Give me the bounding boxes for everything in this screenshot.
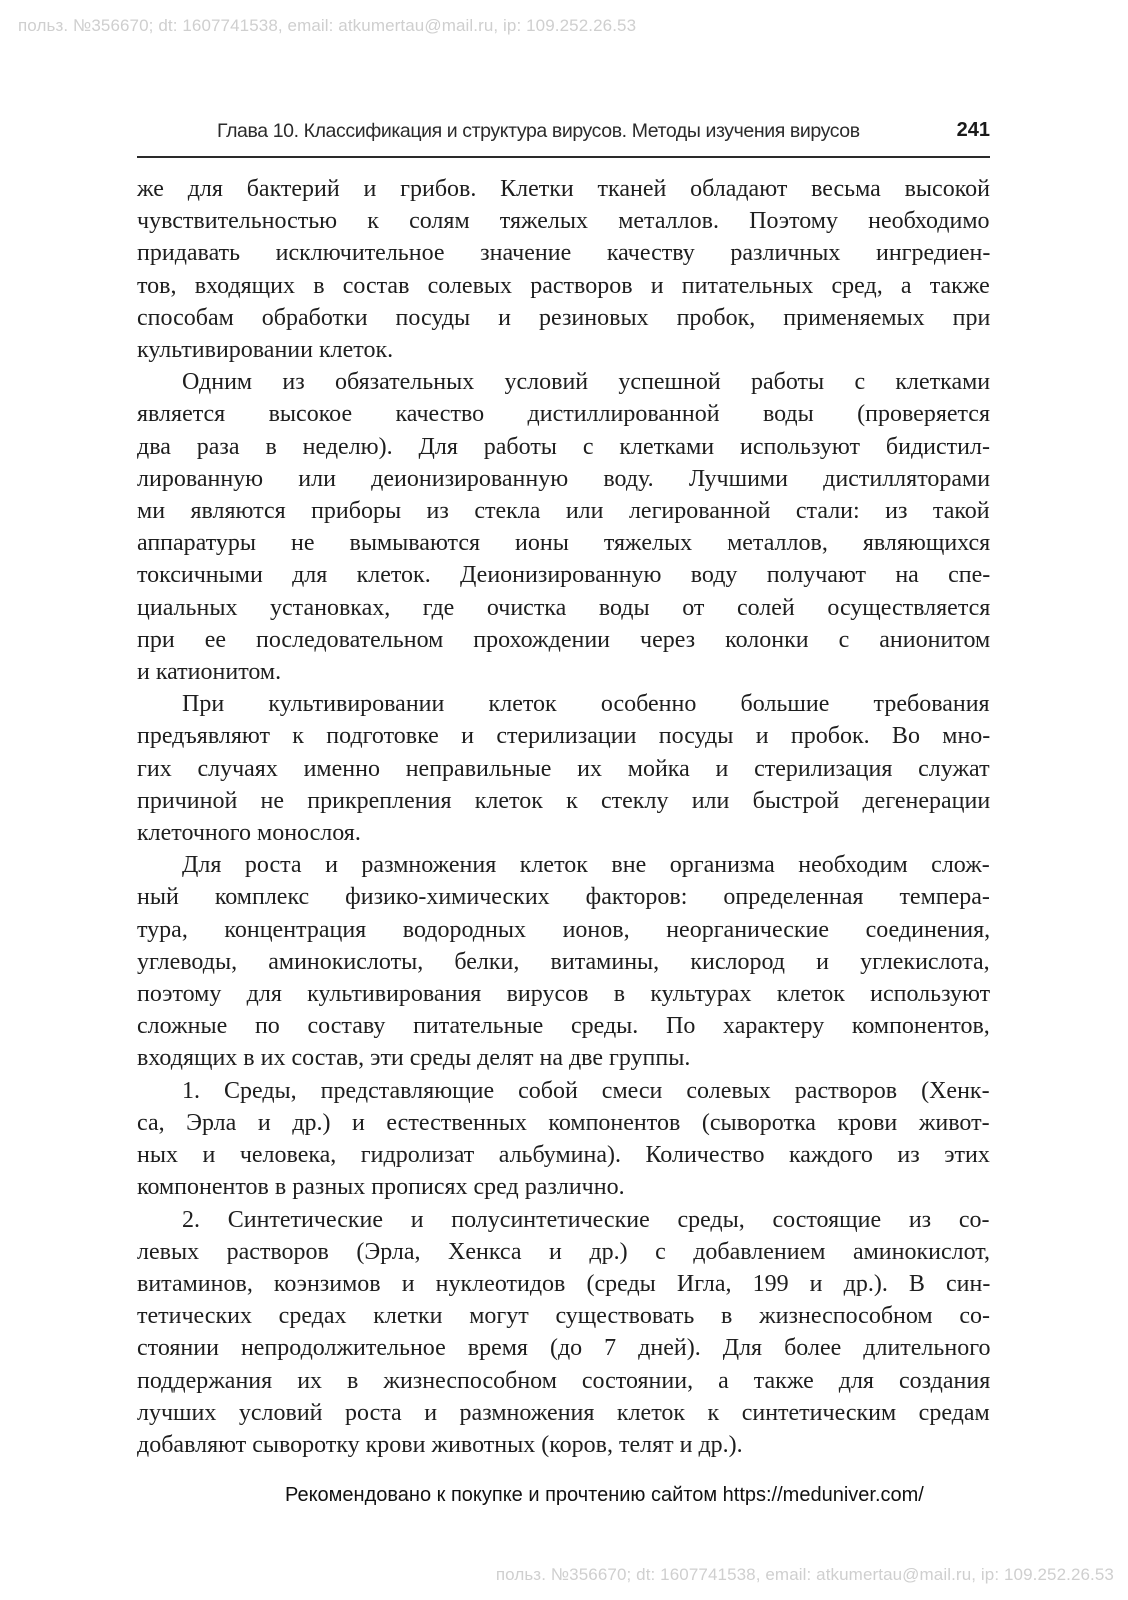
text-line: 2. Синтетические и полусинтетические среды, состоящие из со- bbox=[182, 1206, 990, 1233]
text-line: гих случаях именно неправильные их мойка и стерилизация служат bbox=[137, 755, 990, 782]
paragraph bbox=[137, 173, 990, 366]
text-line: два раза в неделю). Для работы с клетками используют бидистил- bbox=[137, 433, 990, 460]
text-line: добавляют сыворотку крови животных (коров, телят и др.). bbox=[137, 1431, 743, 1458]
paragraph bbox=[137, 366, 990, 688]
text-line: является высокое качество дистиллированной воды (проверяется bbox=[137, 401, 990, 428]
text-line: Одним из обязательных условий успешной работы с клетками bbox=[182, 369, 991, 396]
text-line: тов, входящих в состав солевых растворов и питательных сред, а также bbox=[137, 272, 990, 299]
text-line: левых растворов (Эрла, Хенкса и др.) с добавлением аминокислот, bbox=[137, 1238, 990, 1265]
paragraph bbox=[137, 1075, 990, 1204]
body-text bbox=[137, 173, 990, 1461]
text-line: углеводы, аминокислоты, белки, витамины, кислород и углекислота, bbox=[137, 948, 990, 975]
text-line: ных и человека, гидролизат альбумина). Количество каждого из этих bbox=[137, 1142, 990, 1169]
text-line: Для роста и размножения клеток вне организма необходим слож- bbox=[182, 852, 990, 879]
text-line: клеточного монослоя. bbox=[137, 820, 361, 847]
paragraph bbox=[137, 688, 990, 849]
text-line: При культивировании клеток особенно большие требования bbox=[182, 691, 990, 718]
watermark-bottom: польз. №356670; dt: 1607741538, email: atkumertau@mail.ru, ip: 109.252.26.53 bbox=[495, 1565, 1114, 1584]
text-line: придавать исключительное значение качеству различных ингредиен- bbox=[137, 240, 991, 267]
text-line: циальных установках, где очистка воды от солей осуществляется bbox=[137, 594, 991, 621]
text-line: 1. Среды, представляющие собой смеси солевых растворов (Хенк- bbox=[182, 1077, 990, 1104]
text-line: токсичными для клеток. Деионизированную воду получают на спе- bbox=[137, 562, 991, 589]
text-line: тетических средах клетки могут существовать в жизнеспособном со- bbox=[137, 1303, 990, 1330]
text-line: причиной не прикрепления клеток к стеклу или быстрой дегенерации bbox=[137, 787, 991, 814]
text-line: чувствительностью к солям тяжелых металлов. Поэтому необходимо bbox=[137, 208, 990, 235]
text-line: при ее последовательном прохождении через колонки с анионитом bbox=[137, 626, 991, 653]
text-line: поддержания их в жизнеспособном состоянии, а также для создания bbox=[137, 1367, 991, 1394]
paragraph bbox=[137, 849, 990, 1074]
text-line: витаминов, коэнзимов и нуклеотидов (среды Игла, 199 и др.). В син- bbox=[137, 1270, 991, 1297]
recommendation-note: Рекомендовано к покупке и прочтению сайтом https://meduniver.com/ bbox=[285, 1484, 924, 1506]
chapter-title: Глава 10. Классификация и структура вирусов. Методы изучения вирусов bbox=[217, 120, 860, 142]
text-line: ми являются приборы из стекла или легированной стали: из такой bbox=[137, 498, 990, 525]
running-header bbox=[137, 116, 990, 158]
text-line: же для бактерий и грибов. Клетки тканей обладают весьма высокой bbox=[137, 176, 990, 202]
text-line: аппаратуры не вымываются ионы тяжелых металлов, являющихся bbox=[137, 530, 991, 557]
text-line: сложные по составу питательные среды. По характеру компонентов, bbox=[137, 1013, 990, 1040]
page-number: 241 bbox=[956, 119, 990, 141]
text-line: стоянии непродолжительное время (до 7 дней). Для более длительного bbox=[137, 1335, 991, 1362]
watermark-top: польз. №356670; dt: 1607741538, email: atkumertau@mail.ru, ip: 109.252.26.53 bbox=[18, 16, 637, 35]
text-line: и катионитом. bbox=[137, 659, 282, 686]
text-line: предъявляют к подготовке и стерилизации посуды и пробок. Во мно- bbox=[137, 723, 991, 750]
text-line: входящих в их состав, эти среды делят на две группы. bbox=[137, 1045, 691, 1072]
text-line: са, Эрла и др.) и естественных компонентов (сыворотка крови живот- bbox=[137, 1109, 990, 1136]
text-line: способам обработки посуды и резиновых пробок, применяемых при bbox=[137, 304, 991, 331]
text-line: тура, концентрация водородных ионов, неорганические соединения, bbox=[137, 916, 991, 943]
text-line: компонентов в разных прописях сред различно. bbox=[137, 1174, 625, 1201]
text-line: лучших условий роста и размножения клеток к синтетическим средам bbox=[137, 1399, 990, 1426]
text-line: поэтому для культивирования вирусов в культурах клеток используют bbox=[137, 981, 991, 1008]
text-line: культивировании клеток. bbox=[137, 337, 394, 364]
text-line: ный комплекс физико-химических факторов: определенная темпера- bbox=[137, 884, 990, 911]
text-line: лированную или деионизированную воду. Лучшими дистилляторами bbox=[137, 465, 991, 492]
paragraph bbox=[137, 1204, 990, 1462]
